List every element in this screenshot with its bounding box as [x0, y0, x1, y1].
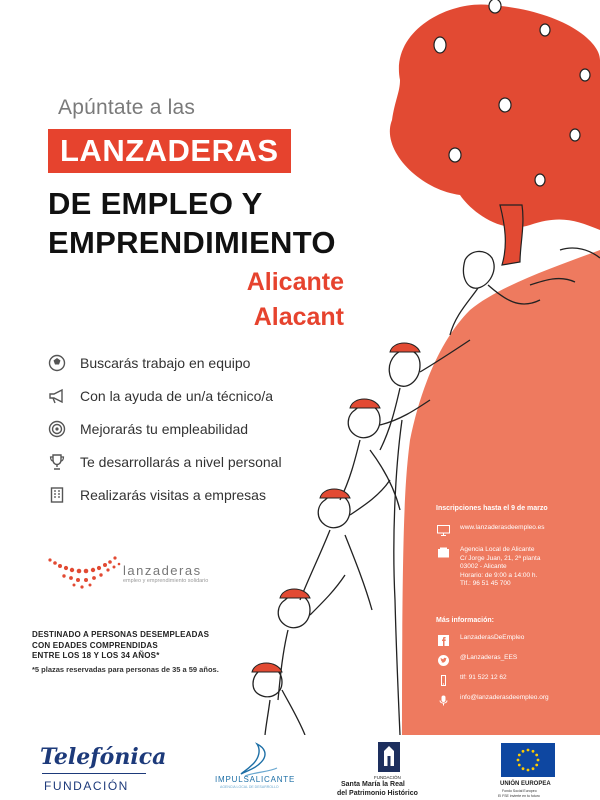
benefit-item [46, 346, 282, 379]
benefit-text: Te desarrollarás a nivel personal [80, 453, 282, 470]
target-icon [46, 418, 68, 440]
building-icon [46, 484, 68, 506]
target-audience [32, 630, 209, 662]
facebook-handle[interactable]: LanzaderasDeEmpleo [460, 634, 525, 641]
benefit-item [46, 379, 282, 412]
eu-fund: Fondo Social Europeo [502, 789, 537, 793]
email-row [436, 694, 549, 706]
twitter-icon [436, 654, 450, 666]
impulsa-logo-mark [235, 742, 280, 778]
tree-trunk [500, 205, 523, 265]
address-line: Tlf.: 96 51 45 700 [460, 580, 511, 587]
email-address[interactable]: info@lanzaderasdeempleo.org [460, 694, 549, 701]
eu-label: UNIÓN EUROPEA [500, 781, 551, 787]
phone-row [436, 674, 549, 686]
address-line: C/ Jorge Juan, 21, 2ª planta [460, 554, 541, 562]
inscriptions-block [436, 505, 596, 599]
telefonica-divider [42, 773, 146, 774]
target-line: ENTRE LOS 18 Y LOS 34 AÑOS* [32, 651, 160, 660]
twitter-row [436, 654, 549, 666]
lanzaderas-logo-name: lanzaderas [123, 563, 202, 578]
phone-icon [436, 674, 450, 686]
address-line: Horario: de 9:00 a 14:00 h. [460, 571, 538, 579]
tree-canopy [390, 4, 600, 230]
target-line: DESTINADO A PERSONAS DESEMPLEADAS [32, 630, 210, 639]
address-line: Agencia Local de Alicante [460, 546, 535, 553]
santa-maria-fundacion: FUNDACIÓN [374, 775, 401, 780]
twitter-handle[interactable]: @Lanzaderas_EES [460, 654, 518, 661]
city-valencian: Alacant [253, 303, 344, 331]
city-spanish: Alicante [246, 268, 344, 296]
santa-maria-logo-mark [378, 742, 400, 772]
telefonica-logo: Telefónica [40, 744, 167, 770]
benefit-text: Mejorarás tu empleabilidad [80, 420, 249, 437]
monitor-icon [436, 524, 450, 536]
more-info-block [436, 634, 549, 714]
benefit-text: Buscarás trabajo en equipo [80, 354, 251, 371]
phone-number[interactable]: tlf: 91 522 12 62 [460, 674, 507, 681]
megaphone-icon [46, 385, 68, 407]
benefit-item [46, 478, 282, 511]
address-row [436, 546, 596, 589]
impulsa-logo-name: IMPULSALICANTE [215, 775, 296, 784]
target-line: CON EDADES COMPRENDIDAS [32, 640, 158, 650]
web-row [436, 524, 596, 536]
lanzaderas-logo-tagline: empleo y emprendimiento solidario [123, 578, 209, 584]
eu-slogan: El FSE invierte en tu futuro [498, 794, 540, 798]
title-line-1: DE EMPLEO Y [48, 186, 263, 221]
title-line-2: EMPRENDIMIENTO [48, 225, 336, 260]
benefit-text: Con la ayuda de un/a técnico/a [80, 387, 274, 404]
telefonica-fundacion: FUNDACIÓN [44, 779, 129, 793]
impulsa-logo-tagline: AGENCIA LOCAL DE DESARROLLO [220, 785, 279, 789]
address-lines [460, 546, 540, 589]
santa-maria-name: Santa María la Real [341, 781, 405, 788]
benefit-item [46, 412, 282, 445]
web-link[interactable]: www.lanzaderasdeempleo.es [460, 524, 545, 531]
microphone-icon [436, 694, 450, 706]
trophy-icon [46, 451, 68, 473]
santa-maria-subtitle: del Patrimonio Histórico [337, 790, 418, 797]
address-line: 03002 - Alicante [460, 563, 507, 570]
benefits-list [46, 346, 282, 511]
age-note: *5 plazas reservadas para personas de 35 a 59 años. [32, 665, 219, 674]
ball-icon [46, 352, 68, 374]
benefit-item [46, 445, 282, 478]
facebook-icon [436, 634, 450, 646]
inscriptions-heading: Inscripciones hasta el 9 de marzo [436, 505, 548, 512]
intro-text: Apúntate a las [58, 96, 196, 119]
eu-flag [501, 743, 555, 777]
office-icon [436, 546, 450, 558]
highlight-title: LANZADERAS [48, 129, 291, 173]
benefit-text: Realizarás visitas a empresas [80, 486, 266, 503]
facebook-row [436, 634, 549, 646]
more-info-heading: Más información: [436, 617, 494, 624]
